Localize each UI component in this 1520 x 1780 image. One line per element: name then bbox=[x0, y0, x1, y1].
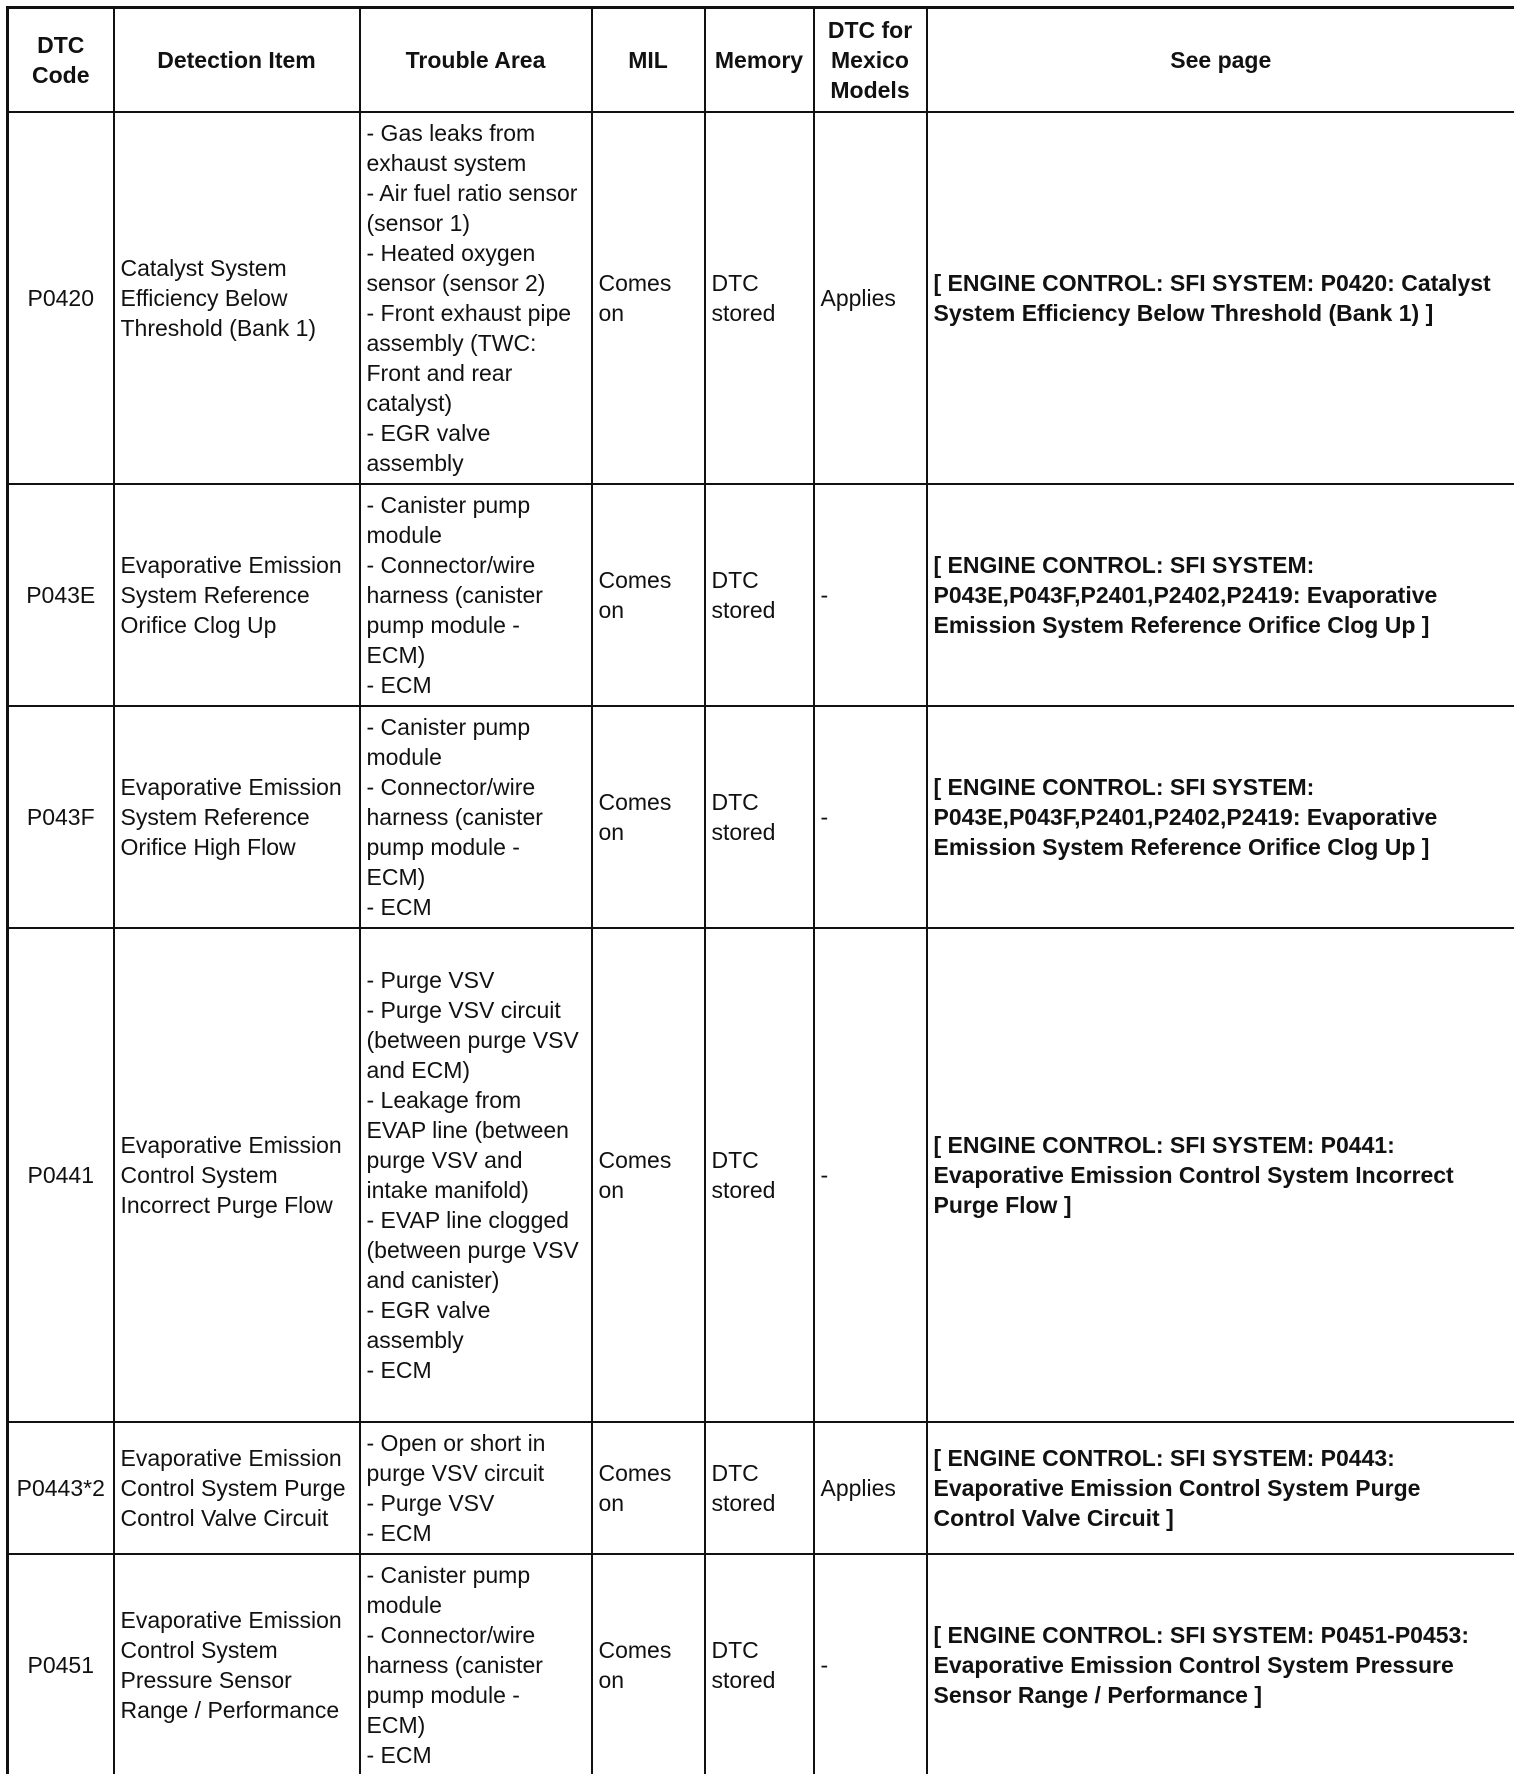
trouble-area-cell bbox=[360, 1554, 592, 1774]
trouble-area-cell bbox=[360, 484, 592, 706]
memory-cell: DTC stored bbox=[705, 484, 814, 706]
table-row bbox=[8, 484, 1515, 706]
header-mexico-models: DTC for Mexico Models bbox=[814, 8, 927, 113]
header-trouble-area: Trouble Area bbox=[360, 8, 592, 113]
trouble-area-item: - Air fuel ratio sensor (sensor 1) bbox=[366, 180, 578, 236]
header-dtc-code: DTC Code bbox=[8, 8, 114, 113]
dtc-table bbox=[6, 6, 1514, 1774]
dtc-code-cell: P0420 bbox=[8, 112, 114, 484]
header-detection-item: Detection Item bbox=[114, 8, 360, 113]
detection-item-cell: Catalyst System Efficiency Below Threshold (Bank 1) bbox=[114, 112, 360, 484]
trouble-area-item: - Purge VSV bbox=[366, 1490, 495, 1516]
dtc-code-cell: P0443*2 bbox=[8, 1422, 114, 1554]
trouble-area-item: - Canister pump module bbox=[366, 492, 531, 548]
see-page-reference[interactable]: [ ENGINE CONTROL: SFI SYSTEM: P0420: Catalyst System Efficiency Below Threshold (Bank 1) ] bbox=[927, 112, 1515, 484]
table-row bbox=[8, 928, 1515, 1422]
mil-cell: Comes on bbox=[592, 706, 705, 928]
table-header-row bbox=[8, 8, 1515, 113]
detection-item-cell: Evaporative Emission Control System Pressure Sensor Range / Performance bbox=[114, 1554, 360, 1774]
memory-cell: DTC stored bbox=[705, 928, 814, 1422]
trouble-area-cell bbox=[360, 928, 592, 1422]
trouble-area-item: - Front exhaust pipe assembly (TWC: Front and rear catalyst) bbox=[366, 300, 572, 416]
table-row bbox=[8, 112, 1515, 484]
trouble-area-cell bbox=[360, 706, 592, 928]
trouble-area-item: - Connector/wire harness (canister pump module - ECM) bbox=[366, 1621, 543, 1738]
mexico-models-cell: Applies bbox=[814, 112, 927, 484]
trouble-area-item: - ECM bbox=[366, 894, 432, 920]
see-page-reference[interactable]: [ ENGINE CONTROL: SFI SYSTEM: P043E,P043F,P2401,P2402,P2419: Evaporative Emission System Reference Orifice Clog Up ] bbox=[927, 484, 1515, 706]
trouble-area-item: - Connector/wire harness (canister pump module - ECM) bbox=[366, 774, 543, 890]
trouble-area-item: - Purge VSV circuit (between purge VSV and ECM) bbox=[366, 997, 579, 1083]
trouble-area-item: - Connector/wire harness (canister pump module - ECM) bbox=[366, 552, 543, 668]
trouble-area-item: - Canister pump module bbox=[366, 1561, 531, 1618]
mil-cell: Comes on bbox=[592, 928, 705, 1422]
trouble-area-cell bbox=[360, 112, 592, 484]
trouble-area-item: - EGR valve assembly bbox=[366, 1297, 491, 1353]
see-page-reference[interactable]: [ ENGINE CONTROL: SFI SYSTEM: P0441: Evaporative Emission Control System Incorrect Purge Flow ] bbox=[927, 928, 1515, 1422]
mil-cell: Comes on bbox=[592, 1554, 705, 1774]
trouble-area-item: - Heated oxygen sensor (sensor 2) bbox=[366, 240, 546, 296]
dtc-code-cell: P0441 bbox=[8, 928, 114, 1422]
mil-cell: Comes on bbox=[592, 112, 705, 484]
dtc-code-cell: P043E bbox=[8, 484, 114, 706]
mil-cell: Comes on bbox=[592, 484, 705, 706]
detection-item-cell: Evaporative Emission System Reference Orifice High Flow bbox=[114, 706, 360, 928]
header-memory: Memory bbox=[705, 8, 814, 113]
trouble-area-item: - Open or short in purge VSV circuit bbox=[366, 1430, 546, 1486]
table-row bbox=[8, 1422, 1515, 1554]
see-page-reference[interactable]: [ ENGINE CONTROL: SFI SYSTEM: P0451-P0453: Evaporative Emission Control System Pressure Sensor Range / Performance ] bbox=[927, 1554, 1515, 1774]
see-page-reference[interactable]: [ ENGINE CONTROL: SFI SYSTEM: P043E,P043F,P2401,P2402,P2419: Evaporative Emission System Reference Orifice Clog Up ] bbox=[927, 706, 1515, 928]
see-page-reference[interactable]: [ ENGINE CONTROL: SFI SYSTEM: P0443: Evaporative Emission Control System Purge Control Valve Circuit ] bbox=[927, 1422, 1515, 1554]
trouble-area-item: - EGR valve assembly bbox=[366, 420, 491, 476]
trouble-area-cell bbox=[360, 1422, 592, 1554]
mexico-models-cell: - bbox=[814, 928, 927, 1422]
memory-cell: DTC stored bbox=[705, 112, 814, 484]
detection-item-cell: Evaporative Emission Control System Incorrect Purge Flow bbox=[114, 928, 360, 1422]
table-row bbox=[8, 706, 1515, 928]
mexico-models-cell: - bbox=[814, 1554, 927, 1774]
trouble-area-item: - ECM bbox=[366, 1520, 432, 1546]
dtc-code-cell: P043F bbox=[8, 706, 114, 928]
trouble-area-item: - Gas leaks from exhaust system bbox=[366, 120, 536, 176]
mexico-models-cell: Applies bbox=[814, 1422, 927, 1554]
memory-cell: DTC stored bbox=[705, 1422, 814, 1554]
trouble-area-item: - Leakage from EVAP line (between purge VSV and intake manifold) bbox=[366, 1087, 569, 1203]
trouble-area-item: - Canister pump module bbox=[366, 714, 531, 770]
trouble-area-item: - ECM bbox=[366, 672, 432, 698]
trouble-area-item: - Purge VSV bbox=[366, 967, 495, 993]
detection-item-cell: Evaporative Emission System Reference Orifice Clog Up bbox=[114, 484, 360, 706]
table-row bbox=[8, 1554, 1515, 1774]
header-see-page: See page bbox=[927, 8, 1515, 113]
header-mil: MIL bbox=[592, 8, 705, 113]
dtc-code-cell: P0451 bbox=[8, 1554, 114, 1774]
dtc-document bbox=[6, 6, 1514, 1774]
trouble-area-item: - EVAP line clogged (between purge VSV and canister) bbox=[366, 1207, 579, 1293]
trouble-area-item: - ECM bbox=[366, 1741, 432, 1768]
detection-item-cell: Evaporative Emission Control System Purge Control Valve Circuit bbox=[114, 1422, 360, 1554]
trouble-area-item: - ECM bbox=[366, 1357, 432, 1383]
mexico-models-cell: - bbox=[814, 706, 927, 928]
memory-cell: DTC stored bbox=[705, 706, 814, 928]
mexico-models-cell: - bbox=[814, 484, 927, 706]
mil-cell: Comes on bbox=[592, 1422, 705, 1554]
memory-cell: DTC stored bbox=[705, 1554, 814, 1774]
